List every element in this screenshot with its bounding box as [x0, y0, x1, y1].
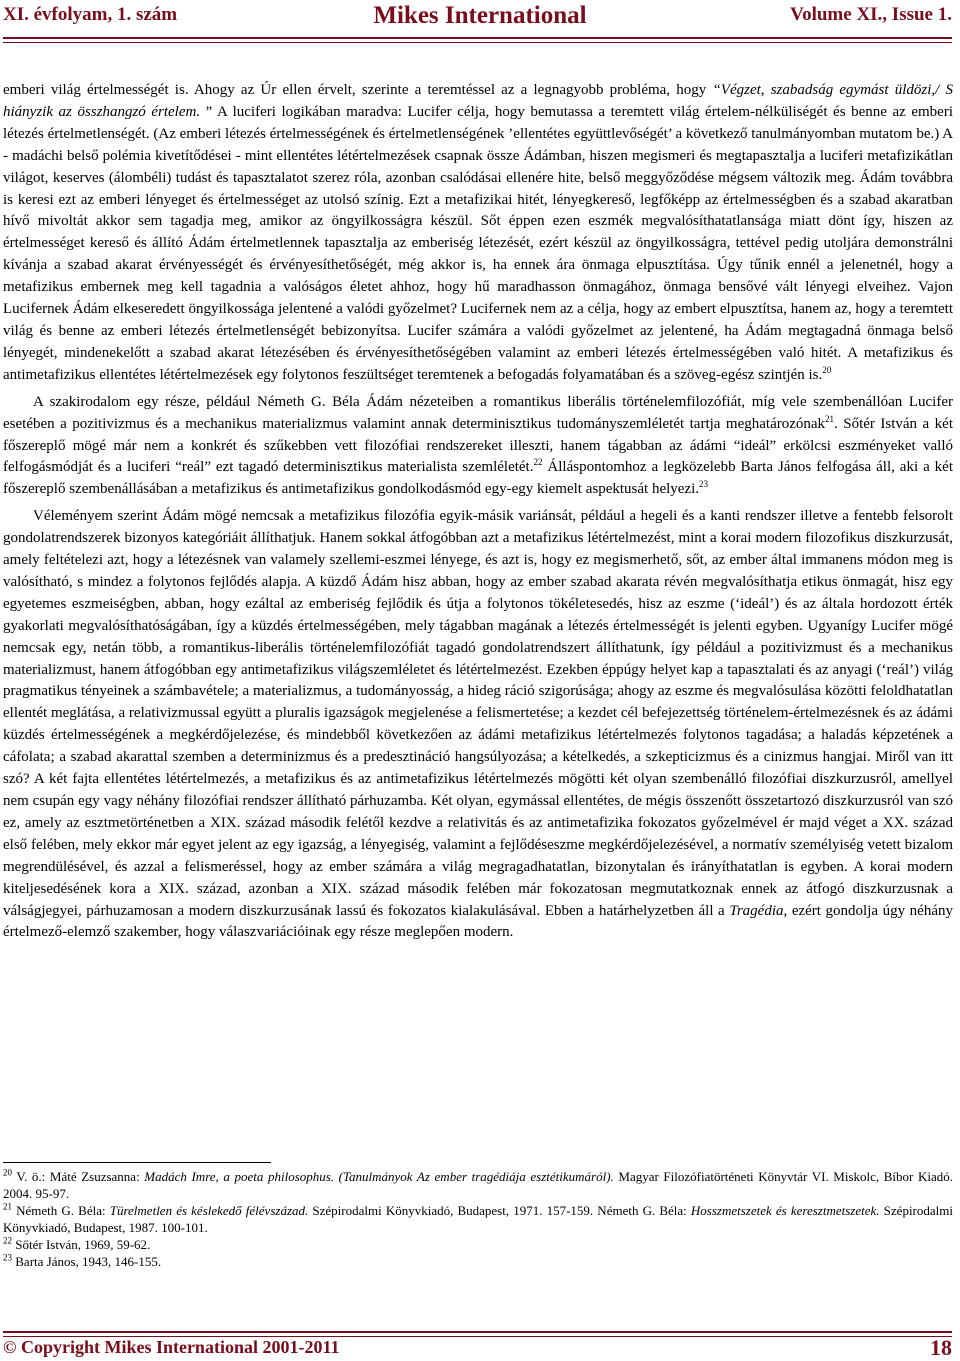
- footnote-text: Barta János, 1943, 146-155.: [12, 1254, 162, 1269]
- p3-text-end: , ezért gondolja úgy néhány értelmező-elemző szakember, hogy válaszvariációinak egy része meglepően modern.: [3, 902, 953, 941]
- footnote-ref-21[interactable]: 21: [825, 413, 835, 424]
- header-rule: [3, 37, 952, 43]
- paragraph-1: [3, 80, 953, 387]
- footnote-number: 23: [3, 1252, 12, 1263]
- copyright-notice: © Copyright Mikes International 2001-2011: [3, 1337, 340, 1357]
- p2-text-c: Álláspontomhoz a legközelebb Barta János felfogása áll, aki a két főszereplő szembenállásában a metafizikus és antimetafizikus gondolkodásmód egy-egy kiemelt aspektusát helyezi.: [3, 459, 953, 498]
- footnotes: [3, 1168, 953, 1270]
- article-body: [3, 80, 953, 944]
- page-number: 18: [930, 1335, 952, 1360]
- paragraph-2: [3, 392, 953, 502]
- p3-title-italic: Tragédia: [729, 902, 784, 919]
- footnote-number: 20: [3, 1167, 12, 1178]
- p1-text-a: emberi világ értelmességét is. Ahogy az Úr ellen érvelt, szerinte a teremtéssel az a legnagyobb probléma, hogy: [3, 82, 713, 98]
- footnote-23: [3, 1253, 953, 1270]
- footnote-title: Madách Imre, a poeta philosophus. (Tanulmányok Az ember tragédiája esztétikumáról).: [144, 1169, 614, 1184]
- volume-en-label: Volume XI., Issue 1.: [790, 4, 952, 25]
- footnote-text: Szépirodalmi Könyvkiadó, Budapest, 1971. 157-159. Németh G. Béla:: [308, 1203, 691, 1218]
- footnote-text: V. ö.: Máté Zsuzsanna:: [12, 1169, 145, 1184]
- page-header: [0, 0, 960, 40]
- footnote-22: [3, 1236, 953, 1253]
- p1-quote: “Végzet, szabadság egymást üldözi,/ S hiányzik az összhangzó értelem.: [3, 82, 953, 120]
- footnote-ref-22[interactable]: 22: [533, 457, 543, 468]
- volume-hu-label: XI. évfolyam, 1. szám: [3, 4, 178, 25]
- footnote-text: Magyar Filozófiatörténeti Könyvtár VI. Miskolc, Bíbor Kiadó. 2004. 95-97.: [3, 1169, 953, 1201]
- footnote-ref-20[interactable]: 20: [822, 364, 832, 375]
- footnote-ref-23[interactable]: 23: [699, 479, 709, 490]
- footnote-title: Hosszmetszetek és keresztmetszetek.: [690, 1203, 880, 1218]
- footnote-number: 22: [3, 1235, 12, 1246]
- footnote-text: Németh G. Béla:: [12, 1203, 110, 1218]
- paragraph-3: [3, 506, 953, 944]
- footnote-21: [3, 1202, 953, 1236]
- footnote-number: 21: [3, 1201, 12, 1212]
- journal-title: Mikes International: [373, 2, 587, 29]
- footnote-text: Sőtér István, 1969, 59-62.: [12, 1237, 151, 1252]
- p2-text-b: . Sőtér István a két főszereplő mögé már nem a konkrét és szűkebben vett filozófiai rendszereket illeszti, hanem tágabban az ádámi “ideál” erkölcsi eszményeket valló felfogásmódját és a luciferi “reál” ezt tagadó determinisztikus materialista szemléletét.: [3, 415, 953, 476]
- footnote-title: Türelmetlen és késlekedő félévszázad.: [109, 1203, 309, 1218]
- p1-text-b: ” A luciferi logikában maradva: Lucifer célja, hogy bemutassa a teremtett világ értelem-nélküliségét és benne az emberi létezés értelmetlenségét. (Az emberi létezés értelmességének és értelmetlenségének ’ellentétes együttlevőségét’ a következő tanulmányomban mutatom be.) A - madáchi belső polémia kivetítődései - mint ellentétes létértelmezések csapnak össze Ádámban, hiszen megismeri és megtapasztalja a luciferi metafizikátlan világot, keserves (álombéli) tudást és tapasztalatot szerez róla, azonban csalódásai ellenére hite, belső meggyőződése mégsem változik meg. Ádám továbbra is keresi ezt az emberi lényeget és értelmességet az utolsó színig. Ezt a metafizikai hitét, lényegkereső, legfőképp az értelmességben és a szabad akaratban hívő mivoltát akkor sem tagadja meg, amikor az öngyilkosságra készül. Sőt éppen ezen eszmék megvalósíthatatlansága miatt dönt így, hiszen az értelmességet kereső és állító Ádám értelmetlennek tapasztalja az emberiség létezését, ezért készül az öngyilkosságra, tettével pedig utoljára demonstrálni kívánja a szabad akarat érvényességét és érvényesíthetőségét, még akkor is, ha ennek ára önmaga elpusztítása. Úgy tűnik ennél a jelenetnél, hogy a metafizikus embernek meg kell tagadnia a valóságos életet ahhoz, hogy hű maradhasson önmagához, önmaga bensővé vált lényegi elveihez. Vajon Lucifernek Ádám elkeseredett öngyilkossága jelentené a valódi győzelmet? Lucifernek nem az a célja, hogy az embert elpusztítsa, hanem az, hogy a teremtett világ és benne az emberi létezés értelmetlenségét bebizonyítsa. Lucifer számára a valódi győzelmet az jelentené, ha Ádám megtagadná önmaga belső lényegét, mindenekelőtt a szabad akarat létezésében és érvényesíthetőségében valamint az emberi létezés értelmességében való hitét. A metafizikus és antimetafizikus ellentétes létértelmezések egy folytonos feszültséget teremtenek a befogadás folyamatában és a szöveg-egész szintjén is.: [3, 103, 953, 383]
- footnote-20: [3, 1168, 953, 1202]
- footnote-separator: [3, 1162, 271, 1163]
- p2-text-a: A szakirodalom egy része, például Németh G. Béla Ádám nézeteiben a romantikus liberális történelemfilozófiát, míg vele szembenállóan Lucifer esetében a pozitivizmus és a mechanikus materializmus valamint annak determinisztikus tudományszemléletét tartja meghatározónak: [3, 393, 953, 432]
- footnote-text: Szépirodalmi Könyvkiadó, Budapest, 1987. 100-101.: [3, 1203, 953, 1235]
- p3-text: Véleményem szerint Ádám mögé nemcsak a metafizikus filozófia egyik-másik variánsát, például a hegeli és a kanti rendszer illetve a fentebb felsorolt gondolatrendszerek bizonyos kategóriáit állíthatjuk. Hanem sokkal átfogóbban azt a metafizikus létértelmezést, mint a korai modern filozofikus diszkurzusát, amely feltételezi azt, hogy a létezésnek van valamely szellemi-eszmei lényege, és azt is, hogy ez megismerhető, sőt, az ember által immanens módon meg is valósítható, s mindez a folytonos fejlődés alapja. A küzdő Ádám hisz abban, hogy az ember szabad akarata révén megvalósíthatja etikus önmagát, hisz egy egyetemes eszmeiségben, abban, hogy ezáltal az emberiség fejlődik és útja a folytonos tökéletesedés, hisz az eszme (‘ideál’) és az általa hordozott érték gyakorlati megvalósíthatóságában, így a küzdés értelmességében, mely tágabban magának a létezés értelmességét is jelenti egyben. Ugyanígy Lucifer mögé nemcsak egy, netán több, a romantikus-liberális történelemfilozófiát tagadó gondolatrendszert állíthatunk, így például a pozitivizmust és a mechanikus materializmust, hanem átfogóbban egy antimetafizikus világszemléletet és létértelmezést. Ezekben éppúgy helyet kap a tapasztalati és az anyagi (‘reál’) világ pragmatikus tényeinek a számbavétele; a materializmus, a tudományosság, a hideg ráció szigorúsága; ahogy az eszme és megvalósulása közötti feloldhatatlan ellentét meglátása, a relativizmussal együtt a pluralis igazságok megjelenése a felismertetése; a kezdet cél befejezettség történelem-értelmezésnek és az ádámi küzdés értelmességének a megkérdőjelezése, és mindebből következően az ádámi metafizikus létértelmezés folytonos tagadása; a haladás képzetének a cáfolata; a szabad akarattal szemben a determinizmus és a predesztináció hangsúlyozása; a kételkedés, a szkepticizmus és a cinizmus hangjai. Miről van itt szó? A két fajta ellentétes létértelmezés, a metafizikus és az antimetafizikus létértelmezés mögötti két olyan szembenálló filozófiai diszkurzusról, amellyel nem csupán egy vagy néhány filozófiai rendszer állítható párhuzamba. Két olyan, egymással ellentétes, de mégis összenőtt összetartozó diszkurzusról van szó ez, amely az esztmetörténetben a XIX. század második felétől kezdve a relativitás és az antimetafizika fokozatos győzelmével ér majd véget a XX. század első felében, mely ekkor már egyet jelent az egy igazság, a lényegiség, valamint a fejlődéseszme megkérdőjelezésével, a normatív személyiség vetett bizalom megrendülésével, és azzal a felismeréssel, hogy az ember számára a világ megragadhatatlan, bizonytalan és irányíthatatlan is egyben. A korai modern kiteljesedésének kora a XIX. század, azonban a XIX. század második felében már fokozatosan megmutatkoznak ennek az átfogó diszkurzusnak a válságjegyei, párhuzamosan a modern diszkurzusának lassú és fokozatos kialakulásával. Ebben a határhelyzetben áll a: [3, 508, 953, 919]
